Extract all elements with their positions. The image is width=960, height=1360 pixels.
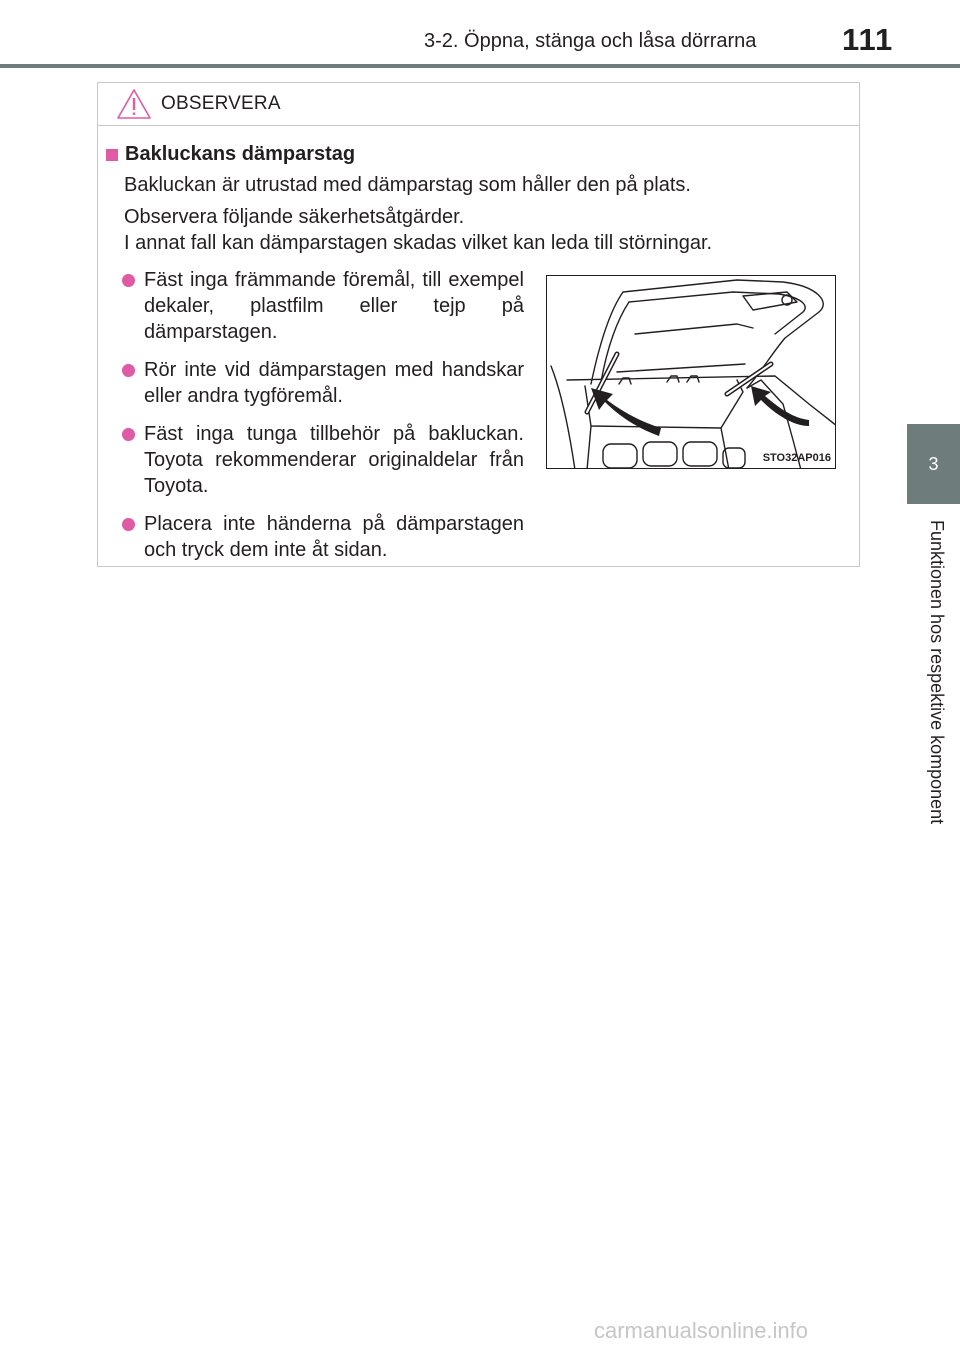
dot-bullet-icon [122,428,135,441]
section-heading-text: Bakluckans dämparstag [125,143,356,165]
notice-header [98,83,859,126]
header-title: 3-2. Öppna, stänga och låsa dörrarna [424,30,757,52]
chapter-label: Funktionen hos respektive komponent [927,520,947,825]
illustration-code: STO32AP016 [762,452,831,464]
dot-bullet-icon [122,274,135,287]
notice-box [97,82,860,567]
square-bullet-icon [106,149,118,161]
watermark: carmanualsonline.info [594,1318,809,1343]
warning-triangle-icon [116,88,152,120]
notice-title: OBSERVERA [161,93,281,114]
header-rule [0,64,960,68]
precaution-line-2: I annat fall kan dämparstagen skadas vilket kan leda till störningar. [124,232,713,254]
tailgate-drawing [547,276,836,469]
page-number: 111 [842,22,894,57]
chapter-tab [907,424,960,504]
intro-paragraph: Bakluckan är utrustad med dämparstag som håller den på plats. [124,174,691,196]
precaution-list [106,267,524,575]
list-item: Rör inte vid dämparstagen med handskar eller andra tygföremål. [106,357,524,409]
list-item: Fäst inga främmande föremål, till exempel dekaler, plastfilm eller tejp på dämparstagen. [106,267,524,345]
tailgate-illustration [546,275,836,469]
precaution-line-1: Observera följande säkerhetsåtgärder. [124,206,465,228]
dot-bullet-icon [122,364,135,377]
section-heading [106,143,355,166]
dot-bullet-icon [122,518,135,531]
list-item: Placera inte händerna på dämparstagen och tryck dem inte åt sidan. [106,511,524,563]
list-item: Fäst inga tunga tillbehör på bakluckan. Toyota rekommenderar originaldelar från Toyota. [106,421,524,499]
chapter-number: 3 [928,453,939,474]
